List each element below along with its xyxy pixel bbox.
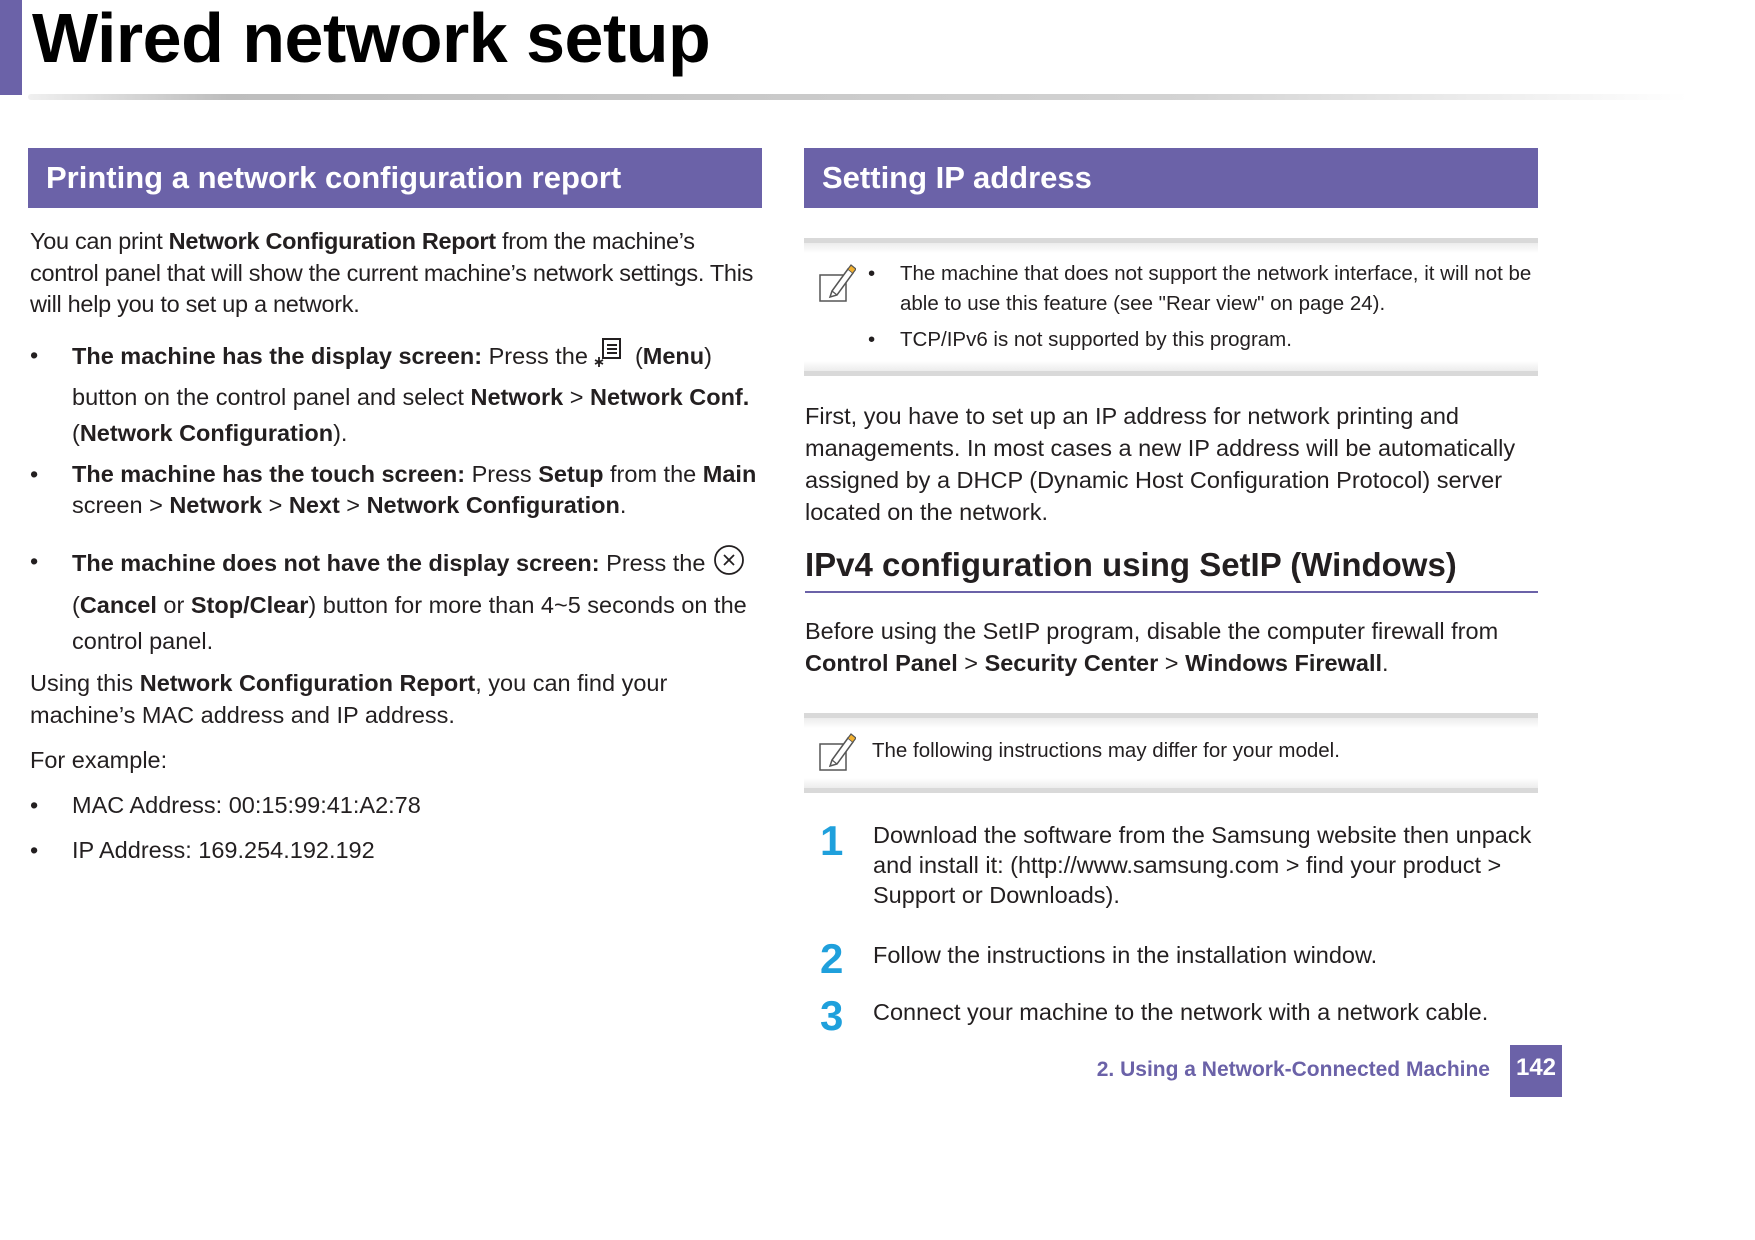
section-heading-network-report	[28, 148, 762, 208]
step-number: 2	[820, 935, 844, 982]
note-list	[868, 259, 1532, 355]
firewall-paragraph: Before using the SetIP program, disable the computer firewall from Control Panel > Security Center > Windows Firewall.	[805, 618, 1499, 676]
list-item: • TCP/IPv6 is not supported by this program.	[868, 328, 1292, 351]
list-item: • The machine does not have the display screen: Press the (Cancel or Stop/Clear) button for more than 4~5 seconds on the control panel.	[30, 543, 762, 659]
step-number: 3	[820, 992, 844, 1039]
page-number: 142	[1510, 1045, 1562, 1097]
left-column	[30, 226, 762, 868]
pencil-note-icon	[818, 732, 856, 777]
using-paragraph: Using this Network Configuration Report, you can find your machine’s MAC address and IP address.	[30, 669, 668, 728]
list-item: • IP Address: 169.254.192.192	[30, 836, 375, 863]
section-heading-text: Setting IP address	[822, 160, 1092, 195]
list-item: • The machine that does not support the network interface, it will not be able to use this feature (see "Rear view" on page 24).	[868, 262, 1532, 315]
machine-type-list	[30, 337, 762, 659]
note-text: The following instructions may differ for your model.	[872, 739, 1340, 762]
step-number: 1	[820, 817, 844, 864]
section-heading-ip-address	[804, 148, 1538, 208]
title-divider	[28, 94, 1688, 100]
cancel-icon	[712, 543, 746, 587]
note-box	[804, 713, 1538, 793]
list-item: • The machine has the display screen: Press the (Menu) button on the control panel and select Network > Network Conf. (Network Configuration).	[30, 337, 762, 451]
list-item: • The machine has the touch screen: Press Setup from the Main screen > Network > Next > Network Configuration.	[30, 460, 757, 518]
for-example-label: For example:	[30, 746, 168, 773]
section-heading-text: Printing a network configuration report	[46, 160, 622, 195]
chapter-footer: 2. Using a Network-Connected Machine	[1096, 1058, 1490, 1081]
example-list	[30, 788, 762, 868]
page-title: Wired network setup	[32, 0, 711, 77]
intro-paragraph: You can print Network Configuration Report from the machine’s control panel that will show the current machine’s network settings. This will help you to set up a network.	[30, 228, 754, 317]
ip-intro-paragraph: First, you have to set up an IP address for network printing and managements. In most cases a new IP address will be automatically assigned by a DHCP (Dynamic Host Configuration Protocol) server located on the network.	[805, 403, 1516, 525]
list-item: • MAC Address: 00:15:99:41:A2:78	[30, 791, 421, 818]
note-box	[804, 238, 1538, 376]
pencil-note-icon	[818, 263, 856, 308]
menu-icon	[594, 337, 628, 379]
subheading-setip: IPv4 configuration using SetIP (Windows)	[805, 545, 1538, 593]
title-accent-bar	[0, 0, 22, 95]
step-text: Download the software from the Samsung website then unpack and install it: (http://www.samsung.com > find your product > Support or Downloads).	[873, 822, 1532, 908]
step-text: Connect your machine to the network with a network cable.	[873, 999, 1489, 1025]
step-text: Follow the instructions in the installation window.	[873, 942, 1378, 968]
